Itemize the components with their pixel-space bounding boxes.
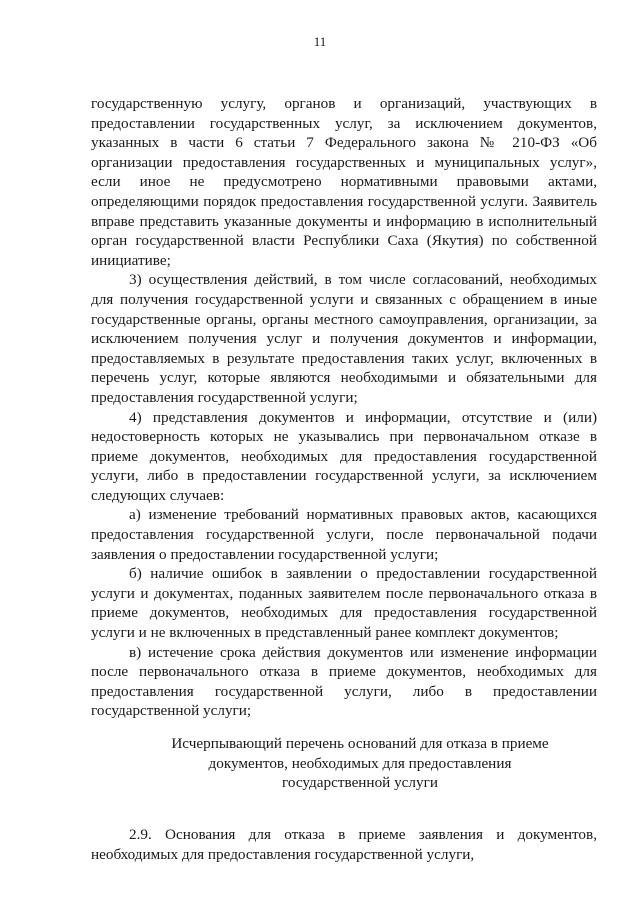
section-heading-line: документов, необходимых для предоставления (208, 754, 512, 772)
section-heading-line: государственной услуги (282, 774, 438, 792)
clause-2-9-text: 2.9. Основания для отказа в приеме заявления и документов, необходимых для предоставления государственной услуги, (91, 826, 597, 863)
section-heading-line: Исчерпывающий перечень оснований для отказа в приеме (171, 735, 549, 752)
paragraph-continuation: государственную услугу, органов и организаций, участвующих в предоставлении государственных услуг, за исключением документов, указанных в части 6 статьи 7 Федерального закона № 210-ФЗ «Об организации предоставления государственных и муниципальных услуг», если иное не предусмотрено нормативными правовыми актами, определяющими порядок предоставления государственной услуги. Заявитель вправе представить указанные документы и информацию в исполнительный орган государственной власти Республики Саха (Якутия) по собственной инициативе; (91, 95, 597, 269)
paragraph-subitem-a: а) изменение требований нормативных правовых актов, касающихся предоставления государственной услуги, после первоначальной подачи заявления о предоставлении государственной услуги; (91, 506, 597, 563)
paragraph-subitem-v: в) истечение срока действия документов или изменение информации после первоначального отказа в приеме документов, необходимых для предоставления государственной услуги, либо в предоставлении государственной услуги; (91, 643, 597, 720)
paragraph-subitem-b: б) наличие ошибок в заявлении о предоставлении государственной услуги и документах, поданных заявителем после первоначального отказа в приеме документов, необходимых для предоставления государственной услуги и не включенных в представленный ранее комплект документов; (91, 565, 597, 642)
clause-2-9 (91, 825, 597, 864)
paragraph-item-4: 4) представления документов и информации, отсутствие и (или) недостоверность которых не указывались при первоначальном отказе в приеме документов, необходимых для предоставления государственной услуги, либо в предоставлении государственной услуги, за исключением следующих случаев: (91, 408, 597, 504)
paragraph-item-3: 3) осуществления действий, в том числе согласований, необходимых для получения государственной услуги и связанных с обращением в иные государственные органы, органы местного самоуправления, организации, за исключением получения услуг и получения документов и информации, предоставляемых в результате предоставления таких услуг, включенных в перечень услуг, которые являются необходимыми и обязательными для предоставления государственной услуги; (91, 271, 597, 406)
body-text (91, 94, 597, 721)
page-number: 11 (313, 34, 327, 49)
section-heading (150, 734, 570, 793)
